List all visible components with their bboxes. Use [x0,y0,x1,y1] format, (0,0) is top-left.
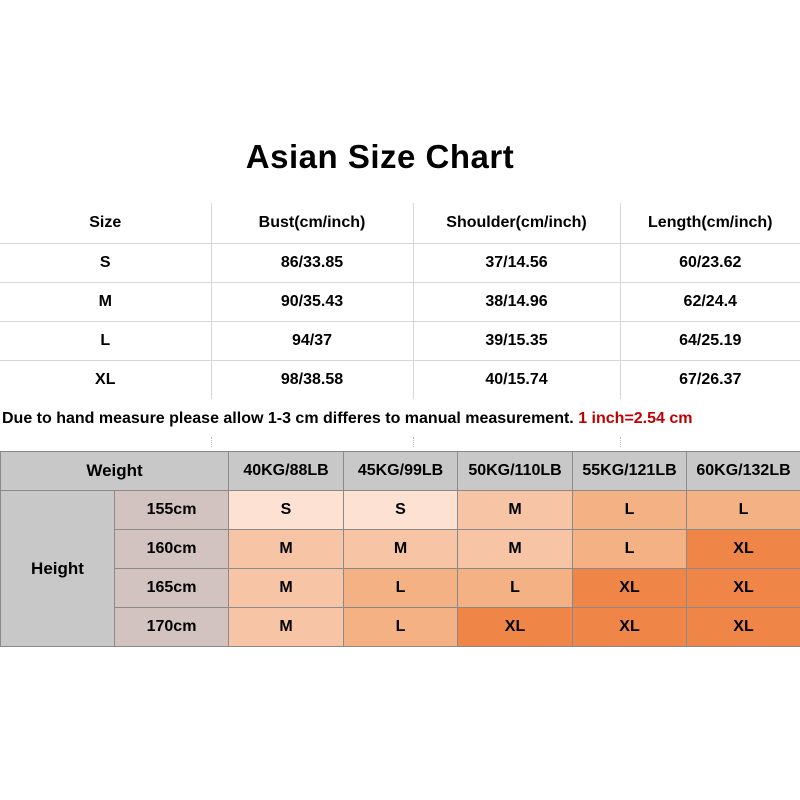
length-cell: 60/23.62 [620,244,800,283]
table-row [1,530,800,569]
height-value: 165cm [115,569,229,608]
header-bust: Bust(cm/inch) [211,203,413,244]
bust-cell: 90/35.43 [211,283,413,322]
size-cell: XL [687,569,800,608]
shoulder-cell: 38/14.96 [413,283,620,322]
size-cell: M [344,530,458,569]
shoulder-cell: 37/14.56 [413,244,620,283]
size-table-header [0,203,800,244]
bust-cell: 98/38.58 [211,361,413,400]
divider [413,437,414,447]
height-value: 170cm [115,608,229,647]
size-cell: L [344,569,458,608]
size-cell: M [229,608,344,647]
size-cell: S [0,244,211,283]
page-title: Asian Size Chart [245,138,515,175]
shoulder-cell: 40/15.74 [413,361,620,400]
shoulder-cell: 39/15.35 [413,322,620,361]
weight-height-table [0,451,800,647]
inch-conversion: 1 inch=2.54 cm [578,410,693,427]
size-cell: S [344,491,458,530]
table-row [1,491,800,530]
size-cell: M [458,491,573,530]
size-cell: M [229,569,344,608]
bust-cell: 94/37 [211,322,413,361]
table-row [1,608,800,647]
size-cell: M [0,283,211,322]
size-cell: L [344,608,458,647]
table-row [0,361,800,400]
weight-header: 50KG/110LB [458,452,573,491]
weight-header-row [1,452,800,491]
header-length: Length(cm/inch) [620,203,800,244]
weight-header: 55KG/121LB [573,452,687,491]
weight-header: 45KG/99LB [344,452,458,491]
size-cell: XL [573,569,687,608]
size-table [0,203,800,399]
size-cell: XL [687,530,800,569]
header-shoulder: Shoulder(cm/inch) [413,203,620,244]
size-cell: XL [687,608,800,647]
length-cell: 67/26.37 [620,361,800,400]
length-cell: 64/25.19 [620,322,800,361]
size-cell: M [458,530,573,569]
size-cell: L [573,530,687,569]
size-cell: XL [573,608,687,647]
size-cell: L [687,491,800,530]
length-cell: 62/24.4 [620,283,800,322]
weight-label: Weight [1,452,229,491]
weight-header: 60KG/132LB [687,452,800,491]
size-cell: XL [458,608,573,647]
table-row [1,569,800,608]
height-value: 160cm [115,530,229,569]
height-label: Height [1,491,115,647]
note-text: Due to hand measure please allow 1-3 cm differes to manual measurement. [2,410,574,427]
size-cell: L [0,322,211,361]
divider [211,437,212,447]
height-value: 155cm [115,491,229,530]
size-cell: L [458,569,573,608]
table-row [0,283,800,322]
size-cell: S [229,491,344,530]
weight-header: 40KG/88LB [229,452,344,491]
size-cell: L [573,491,687,530]
table-row [0,244,800,283]
size-cell: XL [0,361,211,400]
measurement-note [2,410,800,428]
divider [620,437,621,447]
size-cell: M [229,530,344,569]
bust-cell: 86/33.85 [211,244,413,283]
table-row [0,322,800,361]
header-size: Size [89,214,122,231]
